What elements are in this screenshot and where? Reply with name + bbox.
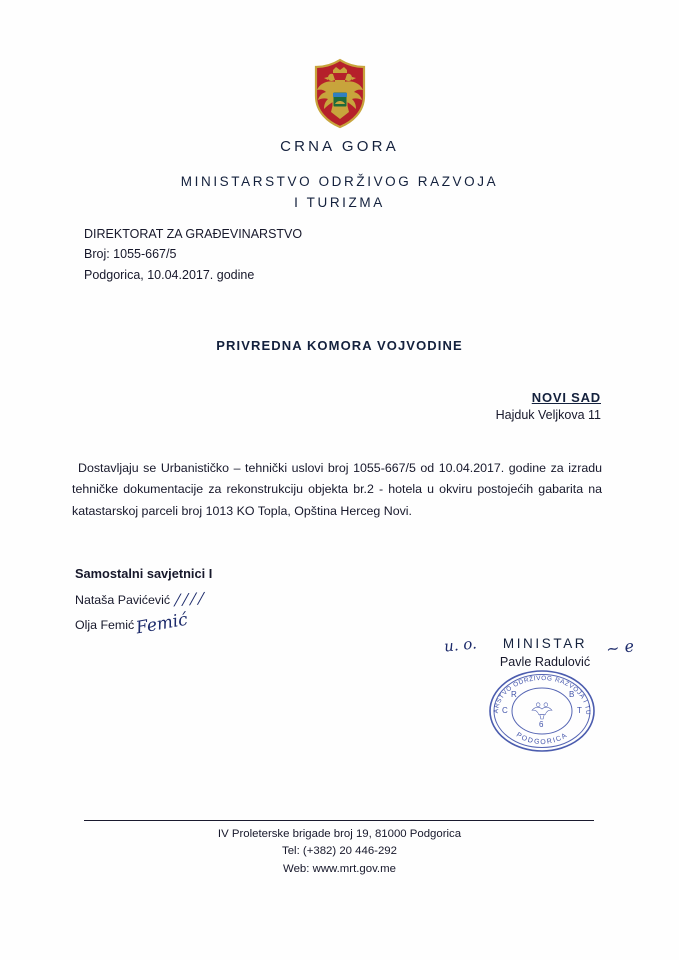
body-paragraph: Dostavljaju se Urbanističko – tehnički uslovi broj 1055-667/5 od 10.04.2017. godine za izradu tehničke dokumentacije za rekonstrukciju objekta br.2 - hotela u okviru postojećih gabarita na katastarskoj parceli broj 1013 KO Topla, Opština Herceg Novi. <box>72 461 602 518</box>
signers-block <box>75 564 212 639</box>
svg-text:R: R <box>511 690 517 699</box>
place-and-date: Podgorica, 10.04.2017. godine <box>84 267 255 282</box>
ministry-name <box>0 172 679 214</box>
document-number: Broj: 1055-667/5 <box>84 247 177 262</box>
footer-phone: Tel: (+382) 20 446-292 <box>282 845 397 858</box>
signer-two-row <box>75 611 212 638</box>
signer-one-row <box>75 587 212 611</box>
recipient-city: NOVI SAD <box>531 390 601 405</box>
recipient-street: Hajduk Veljkova 11 <box>495 408 601 422</box>
signer-one-signature: / / / / <box>174 589 204 610</box>
svg-text:MINISTARSTVO ODRŽIVOG RAZVOJA: MINISTARSTVO ODRŽIVOG RAZVOJA I TURIZMA <box>492 674 592 716</box>
recipient-name: PRIVREDNA KOMORA VOJVODINE <box>216 338 463 353</box>
ministry-line-2: I TURIZMA <box>294 194 385 210</box>
svg-text:T: T <box>577 706 582 715</box>
signer-two-signature: Femić <box>134 610 190 639</box>
svg-text:PODGORICA: PODGORICA <box>514 731 570 747</box>
minister-signature-mark: ~ e <box>604 636 636 659</box>
svg-text:6: 6 <box>539 720 544 729</box>
minister-initial-mark: u. o. <box>443 634 478 656</box>
official-stamp <box>486 668 598 754</box>
footer-address: IV Proleterske brigade broj 19, 81000 Podgorica <box>217 828 462 840</box>
document-reference-block <box>84 224 302 285</box>
signer-two-name: Olja Femić <box>75 618 135 633</box>
footer-block <box>0 826 679 878</box>
signer-one-name: Nataša Pavićević <box>75 593 171 608</box>
directorate-name: DIREKTORAT ZA GRAĐEVINARSTVO <box>84 227 303 241</box>
footer-web: Web: www.mrt.gov.me <box>283 862 396 875</box>
minister-title: MINISTAR <box>502 636 588 651</box>
svg-text:C: C <box>502 706 508 715</box>
minister-name: Pavle Radulović <box>499 655 591 669</box>
signers-role: Samostalni savjetnici I <box>75 566 213 581</box>
svg-text:B: B <box>569 690 575 699</box>
coat-of-arms-icon <box>0 56 679 135</box>
country-name: CRNA GORA <box>280 138 399 155</box>
ministry-line-1: MINISTARSTVO ODRŽIVOG RAZVOJA <box>180 174 499 189</box>
minister-block <box>430 636 660 669</box>
footer-divider <box>84 820 594 821</box>
